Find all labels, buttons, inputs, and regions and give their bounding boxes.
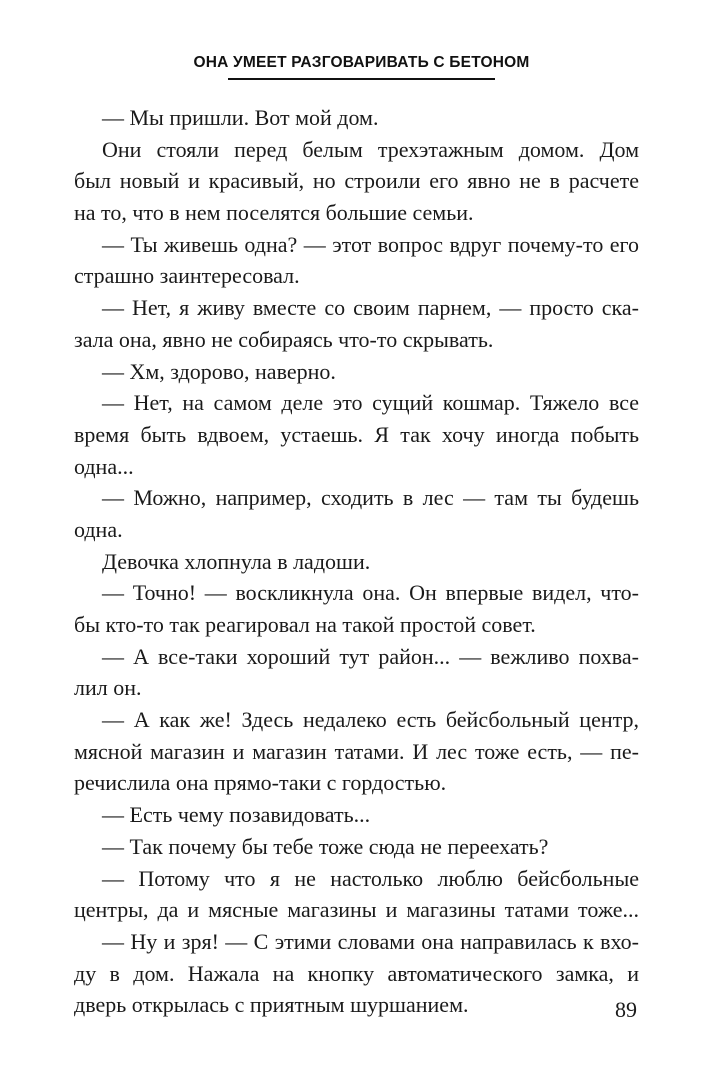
text-line: — Можно, например, сходить в лес — там ты будешь xyxy=(102,485,639,511)
text-line: — А как же! Здесь недалеко есть бейсбольный центр, xyxy=(102,707,639,733)
text-line: — Ну и зря! — С этими словами она направилась к вхо- xyxy=(102,928,639,954)
running-title: ОНА УМЕЕТ РАЗГОВАРИВАТЬ С БЕТОНОМ xyxy=(193,54,530,71)
text-line: лил он. xyxy=(74,675,142,701)
text-line: мясной магазин и магазин татами. И лес тоже есть, — пе- xyxy=(74,738,639,764)
text-line: ду в дом. Нажала на кнопку автоматического замка, и xyxy=(74,960,639,986)
text-line: — Есть чему позавидовать... xyxy=(102,802,371,828)
text-line: — А все-таки хороший тут район... — вежливо похва- xyxy=(102,643,639,669)
text-line: речислила она прямо-таки с гордостью. xyxy=(74,770,447,796)
text-line: — Нет, я живу вместе со своим парнем, — просто ска- xyxy=(102,295,639,321)
text-line: Девочка хлопнула в ладоши. xyxy=(102,548,371,574)
text-line: дверь открылась с приятным шуршанием. xyxy=(74,992,469,1018)
text-line: бы кто-то так реагировал на такой простой совет. xyxy=(74,612,536,637)
text-line: на то, что в нем поселятся большие семьи. xyxy=(74,200,474,226)
text-line: центры, да и мясные магазины и магазины татами тоже... xyxy=(74,897,639,923)
text-line: страшно заинтересовал. xyxy=(74,263,300,289)
text-line: одна. xyxy=(74,516,123,542)
page-number: 89 xyxy=(615,997,637,1022)
text-line: был новый и красивый, но строили его явно не в расчете xyxy=(74,168,639,194)
text-line: Они стояли перед белым трехэтажным домом. Дом xyxy=(102,136,639,162)
text-line: — Так почему бы тебе тоже сюда не переехать? xyxy=(102,833,549,859)
text-line: — Потому что я не настолько люблю бейсбольные xyxy=(102,865,639,891)
body-text xyxy=(74,102,639,1021)
text-line: — Мы пришли. Вот мой дом. xyxy=(102,105,379,130)
text-line: — Точно! — воскликнула она. Он впервые видел, что- xyxy=(102,580,639,606)
text-line: одна... xyxy=(74,453,134,479)
text-line: — Нет, на самом деле это сущий кошмар. Тяжело все xyxy=(102,390,639,416)
text-line: — Хм, здорово, наверно. xyxy=(102,358,336,384)
header-rule xyxy=(228,78,495,80)
text-line: время быть вдвоем, устаешь. Я так хочу иногда побыть xyxy=(74,421,639,447)
text-line: — Ты живешь одна? — этот вопрос вдруг почему-то его xyxy=(102,231,639,257)
text-line: зала она, явно не собираясь что-то скрывать. xyxy=(74,326,494,352)
